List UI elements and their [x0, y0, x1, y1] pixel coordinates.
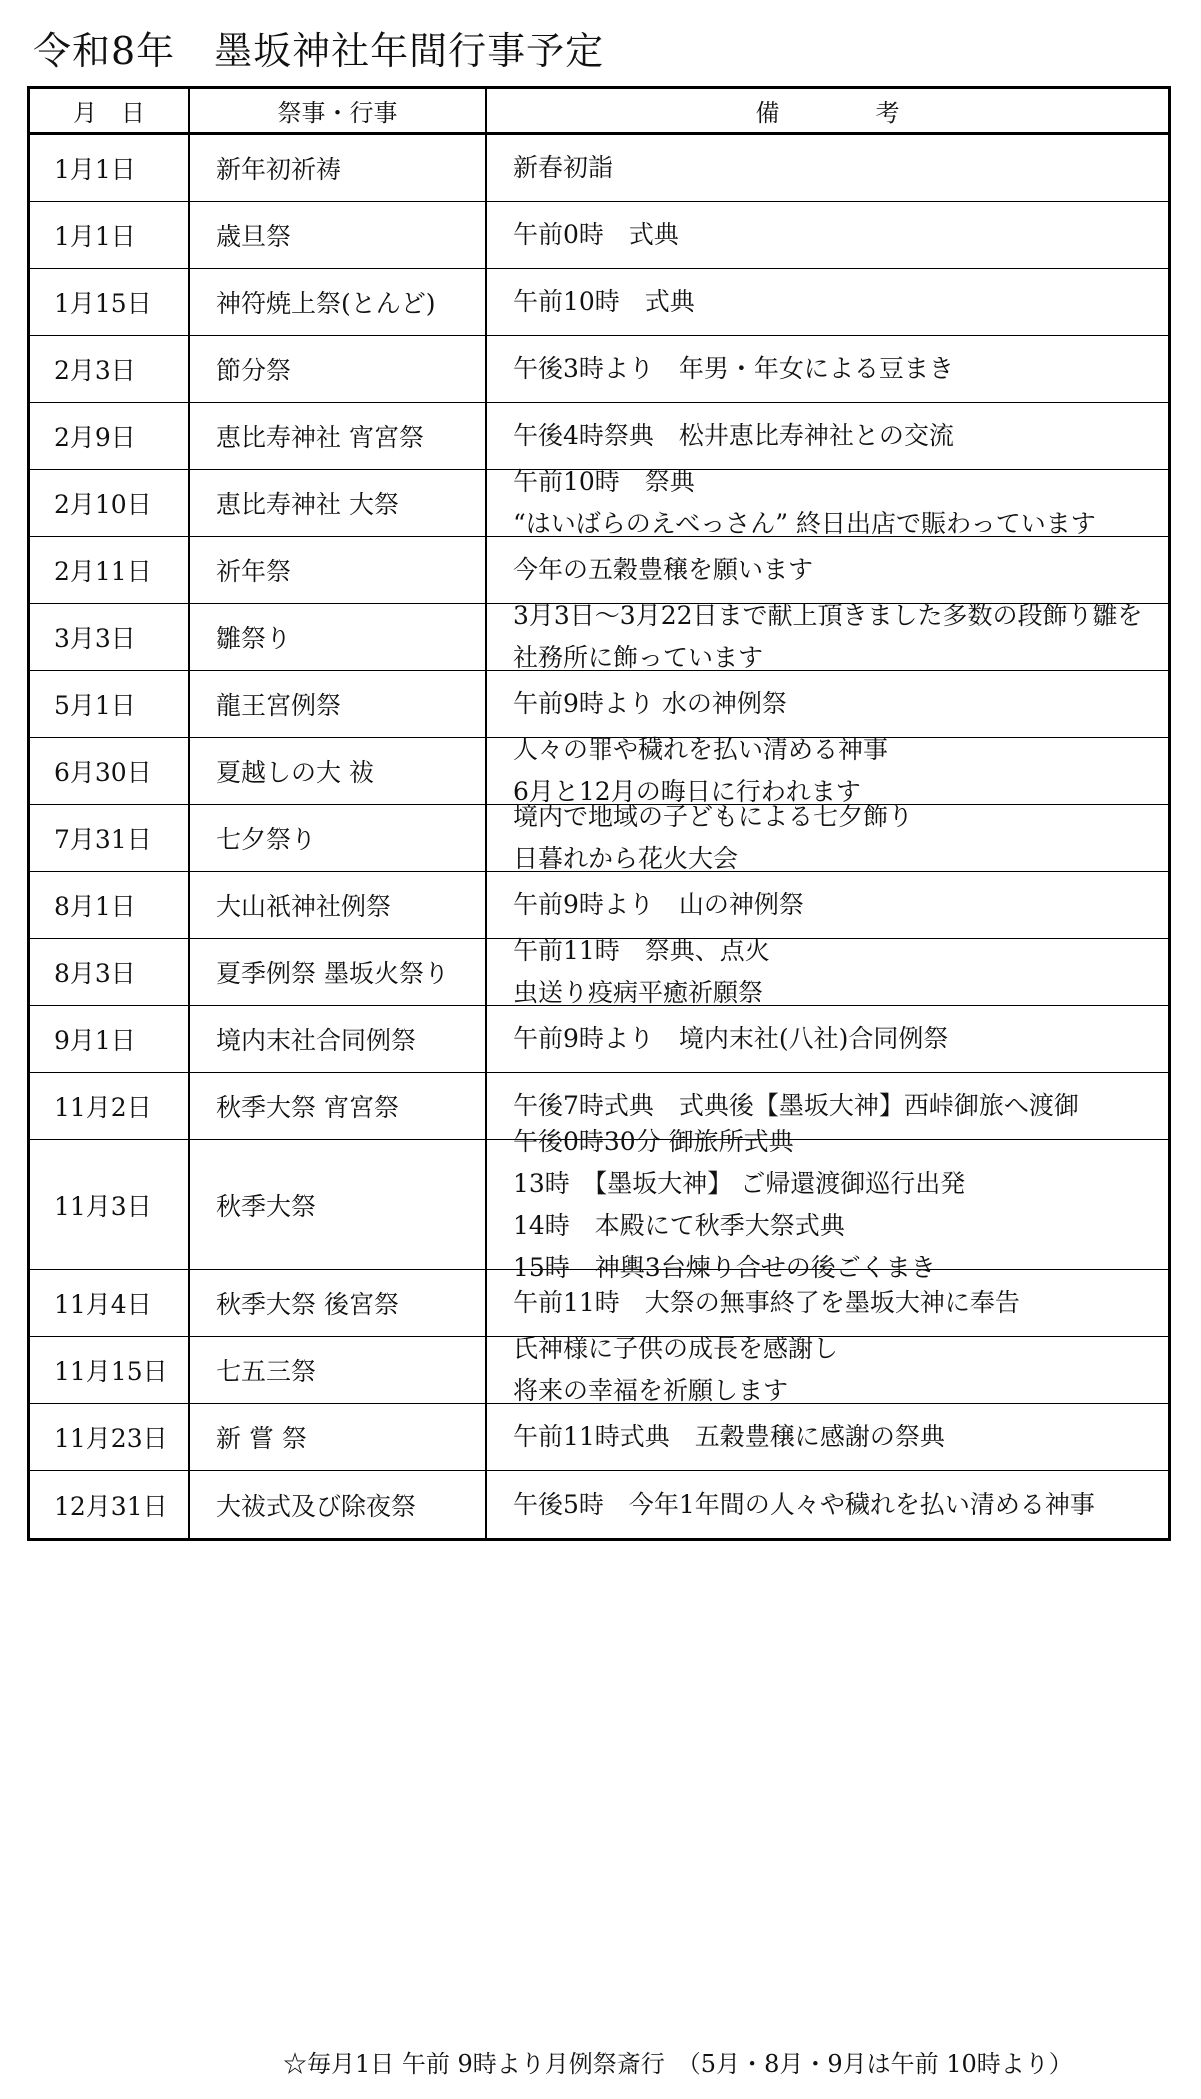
date-cell: 8月1日 — [30, 872, 190, 938]
note-line: 境内で地域の子どもによる七夕飾り — [513, 802, 914, 831]
date-cell: 11月2日 — [30, 1073, 190, 1139]
note-line: 午後0時30分 御旅所式典 — [513, 1126, 794, 1156]
date-cell: 1月1日 — [30, 202, 190, 268]
table-row — [30, 1006, 1168, 1073]
notes-cell — [487, 936, 1168, 1007]
table-row — [30, 1404, 1168, 1471]
note-line: 3月3日〜3月22日まで献上頂きました多数の段飾り雛を — [513, 601, 1143, 630]
notes-cell — [487, 1126, 1168, 1282]
event-cell: 境内末社合同例祭 — [190, 1006, 487, 1072]
date-cell: 2月10日 — [30, 470, 190, 536]
header-notes: 備 考 — [755, 99, 900, 127]
table-row — [30, 336, 1168, 403]
date-cell: 11月4日 — [30, 1270, 190, 1336]
table-row — [30, 735, 1168, 806]
date-cell: 5月1日 — [30, 671, 190, 737]
note-line: 15時 神輿3台煉り合せの後ごくまき — [513, 1252, 936, 1282]
event-cell: 新 嘗 祭 — [190, 1404, 487, 1470]
table-row — [30, 1334, 1168, 1405]
note-line: 氏神様に子供の成長を感謝し — [513, 1334, 839, 1363]
note-line: 午前11時 大祭の無事終了を墨坂大神に奉告 — [513, 1288, 1020, 1317]
event-cell: 夏季例祭 墨坂火祭り — [190, 939, 487, 1005]
table-header — [30, 89, 1168, 135]
note-line: 午前0時 式典 — [513, 220, 679, 249]
date-cell: 3月3日 — [30, 604, 190, 670]
note-line: 午前9時より 山の神例祭 — [513, 890, 804, 919]
notes-cell — [487, 1006, 1168, 1072]
table-row — [30, 1270, 1168, 1337]
date-cell: 12月31日 — [30, 1471, 190, 1538]
event-cell: 七夕祭り — [190, 805, 487, 871]
note-line: 将来の幸福を祈願します — [513, 1376, 789, 1405]
date-cell: 7月31日 — [30, 805, 190, 871]
page-title: 令和8年 墨坂神社年間行事予定 — [33, 29, 605, 73]
date-cell: 8月3日 — [30, 939, 190, 1005]
table-body — [30, 135, 1168, 1538]
schedule-table — [27, 86, 1171, 1541]
note-line: 虫送り疫病平癒祈願祭 — [513, 978, 764, 1007]
note-line: 午後5時 今年1年間の人々や穢れを払い清める神事 — [513, 1489, 1095, 1519]
event-cell: 夏越しの大 祓 — [190, 738, 487, 804]
note-line: 午前10時 祭典 — [513, 467, 695, 496]
notes-cell — [487, 135, 1168, 201]
table-row — [30, 1471, 1168, 1538]
date-cell: 11月23日 — [30, 1404, 190, 1470]
date-cell: 11月3日 — [30, 1140, 190, 1269]
note-line: 13時 【墨坂大神】 ご帰還渡御巡行出発 — [513, 1168, 966, 1198]
footnote: ☆毎月1日 午前 9時より月例祭斎行 （5月・8月・9月は午前 10時より） — [283, 2050, 1073, 2078]
event-cell: 大祓式及び除夜祭 — [190, 1471, 487, 1538]
note-line: 人々の罪や穢れを払い清める神事 — [513, 735, 889, 764]
event-cell: 大山祇神社例祭 — [190, 872, 487, 938]
notes-cell — [487, 671, 1168, 737]
header-date: 月 日 — [30, 89, 190, 132]
note-line: 今年の五穀豊穣を願います — [513, 555, 814, 584]
note-line: 午後7時式典 式典後【墨坂大神】西峠御旅へ渡御 — [513, 1091, 1079, 1120]
date-cell: 1月1日 — [30, 135, 190, 201]
notes-cell — [487, 467, 1168, 538]
table-row — [30, 936, 1168, 1007]
date-cell: 2月9日 — [30, 403, 190, 469]
note-line: 14時 本殿にて秋季大祭式典 — [513, 1210, 845, 1240]
table-row — [30, 872, 1168, 939]
table-row — [30, 135, 1168, 202]
event-cell: 恵比寿神社 大祭 — [190, 470, 487, 536]
event-cell: 龍王宮例祭 — [190, 671, 487, 737]
table-row — [30, 202, 1168, 269]
table-row — [30, 467, 1168, 538]
event-cell: 節分祭 — [190, 336, 487, 402]
notes-cell — [487, 1270, 1168, 1336]
event-cell: 新年初祈祷 — [190, 135, 487, 201]
notes-cell — [487, 403, 1168, 469]
date-cell: 1月15日 — [30, 269, 190, 335]
note-line: 午前9時より 境内末社(八社)合同例祭 — [513, 1024, 949, 1053]
note-line: 新春初詣 — [513, 153, 614, 182]
note-line: 午前10時 式典 — [513, 287, 695, 316]
notes-cell — [487, 601, 1168, 672]
notes-cell — [487, 1404, 1168, 1470]
event-cell: 秋季大祭 宵宮祭 — [190, 1073, 487, 1139]
date-cell: 2月11日 — [30, 537, 190, 603]
event-cell: 雛祭り — [190, 604, 487, 670]
notes-cell — [487, 537, 1168, 603]
notes-cell — [487, 735, 1168, 806]
note-line: 午後3時より 年男・年女による豆まき — [513, 354, 954, 383]
event-cell: 恵比寿神社 宵宮祭 — [190, 403, 487, 469]
notes-cell — [487, 1334, 1168, 1405]
table-row — [30, 269, 1168, 336]
note-line: 日暮れから花火大会 — [513, 844, 739, 873]
date-cell: 2月3日 — [30, 336, 190, 402]
note-line: 6月と12月の晦日に行われます — [513, 777, 861, 806]
table-row — [30, 537, 1168, 604]
event-cell: 七五三祭 — [190, 1337, 487, 1403]
note-line: 社務所に飾っています — [513, 643, 764, 672]
event-cell: 秋季大祭 後宮祭 — [190, 1270, 487, 1336]
notes-cell — [487, 202, 1168, 268]
note-line: 午前11時 祭典、点火 — [513, 936, 770, 965]
note-line: “はいばらのえべっさん” 終日出店で賑わっています — [513, 509, 1096, 538]
date-cell: 11月15日 — [30, 1337, 190, 1403]
table-row — [30, 671, 1168, 738]
table-row — [30, 1126, 1168, 1282]
event-cell: 祈年祭 — [190, 537, 487, 603]
note-line: 午前11時式典 五穀豊穣に感謝の祭典 — [513, 1422, 945, 1451]
date-cell: 9月1日 — [30, 1006, 190, 1072]
note-line: 午後4時祭典 松井恵比寿神社との交流 — [513, 421, 954, 450]
notes-cell — [487, 1471, 1168, 1538]
notes-cell — [487, 336, 1168, 402]
notes-cell — [487, 872, 1168, 938]
note-line: 午前9時より 水の神例祭 — [513, 689, 787, 718]
event-cell: 神符焼上祭(とんど) — [190, 269, 487, 335]
notes-cell — [487, 802, 1168, 873]
event-cell: 秋季大祭 — [190, 1140, 487, 1269]
table-row — [30, 802, 1168, 873]
date-cell: 6月30日 — [30, 738, 190, 804]
notes-cell — [487, 269, 1168, 335]
header-event: 祭事・行事 — [190, 89, 487, 132]
event-cell: 歳旦祭 — [190, 202, 487, 268]
table-row — [30, 601, 1168, 672]
table-row — [30, 403, 1168, 470]
